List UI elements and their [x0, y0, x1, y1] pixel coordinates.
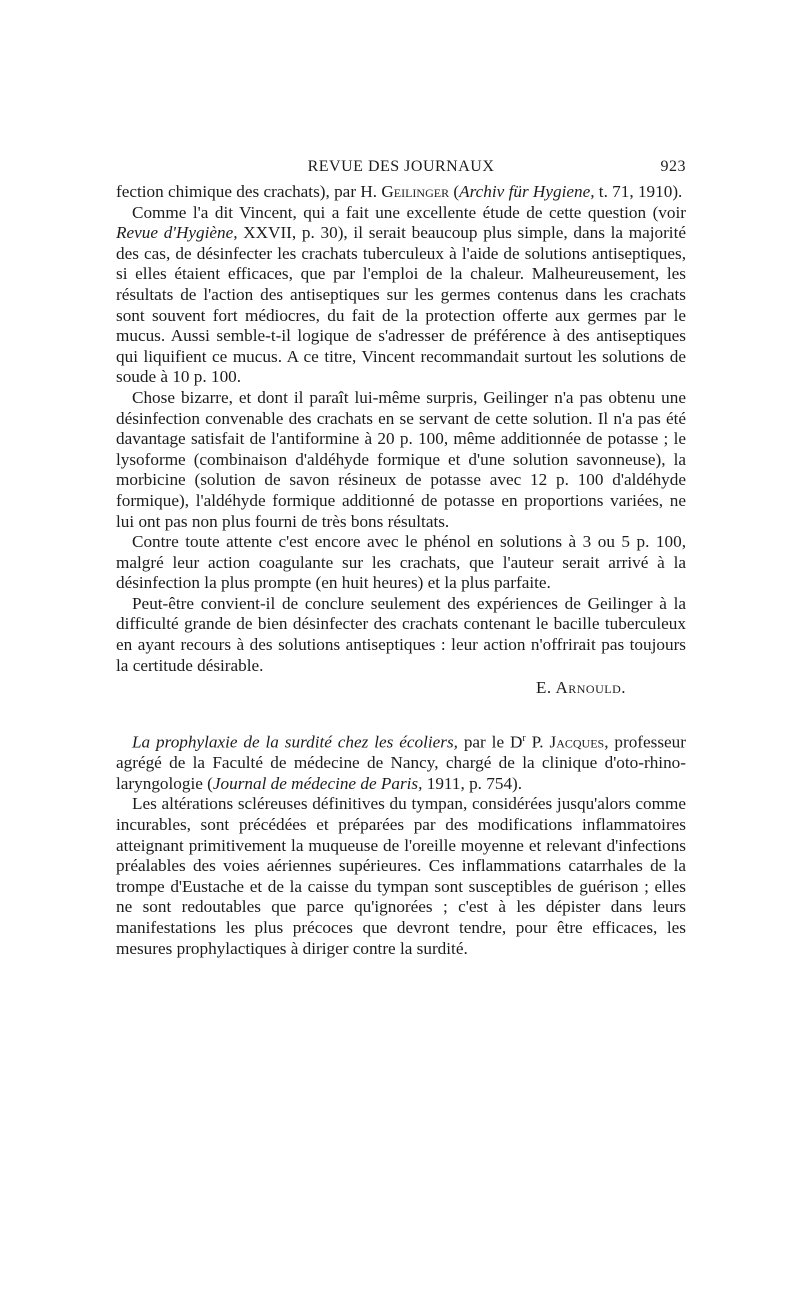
article-signature: E. Arnould. [536, 678, 626, 698]
article-title: La prophylaxie de la surdité chez les écoliers, [132, 732, 458, 752]
text-run: XXVII, p. 30), il serait beaucoup plus simple, dans la majorité des cas, de désinfecter les crachats tuberculeux à l'aide de solutions antiseptiques, si elles étaient efficaces, que par l'emploi de la chaleur. Malheureusement, les résultats de l'action des antiseptiques sur les germes contenus dans les crachats sont souvent fort médiocres, du fait de la protection offerte aux germes par le mucus. Aussi semble-t-il logique de s'adresser de préférence à des antiseptiques qui liquifient ce mucus. A ce titre, Vincent recommandait surtout les solutions de soude à 10 p. 100. [116, 223, 686, 387]
author-name: Geilinger [381, 182, 450, 201]
running-title: REVUE DES JOURNAUX [307, 158, 495, 175]
article-separator [116, 699, 686, 729]
journal-name: Archiv für Hygiene, [459, 182, 595, 201]
author-name: Jacques, [549, 732, 609, 752]
paragraph-alterations: Les altérations scléreuses définitives du tympan, considérées jusqu'alors comme incurables, sont précédées et préparées par des modifications inflammatoires atteignant primitivement la muqueuse de l'oreille moyenne et relevant d'infections préalables des voies aériennes supérieures. Ces inflammations catarrhales de la trompe d'Eustache et de la caisse du tympan sont susceptibles de guérison ; elles ne sont redoutables que parce qu'ignorées ; c'est à les dépister dans leurs manifestations les plus précoces que devront tendre, pour être efficaces, les mesures prophylactiques à diriger contre la surdité. [116, 794, 686, 958]
paragraph-phenol: Contre toute attente c'est encore avec le phénol en solutions à 3 ou 5 p. 100, malgré leur action coagulante sur les crachats, que l'auteur serait arrivé à la désinfection la plus prompte (en huit heures) et la plus parfaite. [116, 532, 686, 593]
text-run: t. 71, 1910). [594, 182, 683, 201]
article-geilinger [116, 182, 686, 699]
journal-page [116, 158, 686, 959]
text-run: fection chimique des crachats), par H. [116, 182, 382, 201]
paragraph-vincent [116, 203, 686, 388]
journal-name: Journal de médecine de Paris, [212, 773, 423, 793]
text-run: professeur agrégé de la Faculté de médecine de Nancy, chargé de la clinique d'oto-rhino-laryngologie ( [116, 732, 686, 793]
text-run: 1911, p. 754). [422, 773, 523, 793]
article-prophylaxie-surdite [116, 729, 686, 959]
text-run: P. [525, 732, 550, 752]
text-run: par le D [457, 732, 523, 752]
page-header [116, 158, 686, 182]
paragraph-conclusion: Peut-être convient-il de conclure seulement des expériences de Geilinger à la difficulté grande de bien désinfecter des crachats contenant le bacille tuberculeux en ayant recours à des solutions antiseptiques : leur action n'offrirait pas toujours la certitude désirable. [116, 593, 686, 675]
paragraph-article-heading [116, 729, 686, 795]
journal-name: Revue d'Hygiène, [116, 223, 238, 243]
paragraph-citation-continuation [116, 182, 686, 203]
paragraph-chose-bizarre: Chose bizarre, et dont il paraît lui-même surpris, Geilinger n'a pas obtenu une désinfection convenable des crachats en se servant de cette solution. Il n'a pas été davantage satisfait de l'antiformine à 20 p. 100, même additionnée de potasse ; le lysoforme (combinaison d'aldéhyde formique et d'une solution savonneuse), la morbicine (solution de savon résineux de potasse avec 12 p. 100 d'aldéhyde formique), l'aldéhyde formique additionné de potasse en proportions variées, ne lui ont pas non plus fourni de très bons résultats. [116, 387, 686, 531]
superscript-r: r [522, 732, 526, 744]
text-run: Comme l'a dit Vincent, qui a fait une excellente étude de cette question (voir [132, 202, 686, 222]
text-run: ( [449, 182, 460, 201]
page-number: 923 [660, 158, 686, 175]
